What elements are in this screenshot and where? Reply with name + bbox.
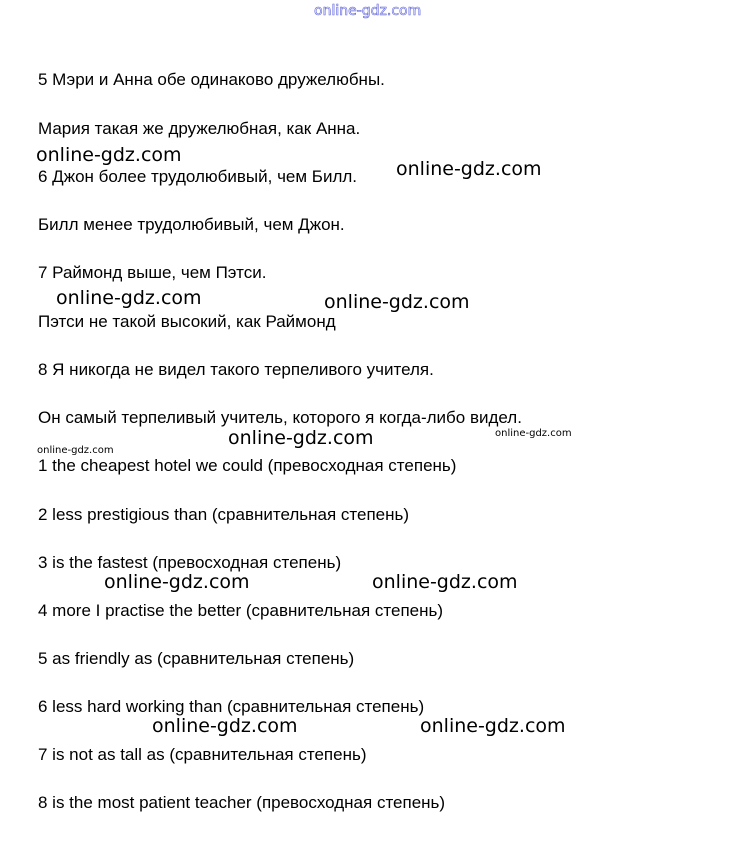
watermark: online-gdz.com [372, 571, 518, 593]
answer-line: 8 is the most patient teacher (превосходная степень) [38, 793, 446, 812]
answer-line: 2 less prestigious than (сравнительная степень) [38, 505, 410, 524]
answer-line: 7 is not as tall as (сравнительная степень) [38, 745, 367, 764]
watermark: online-gdz.com [420, 715, 566, 737]
watermark: online-gdz.com [104, 571, 250, 593]
answer-line: Мария такая же дружелюбная, как Анна. [38, 119, 361, 138]
answer-line: 1 the cheapest hotel we could (превосходная степень) [38, 456, 457, 475]
watermark: online-gdz.com [152, 715, 298, 737]
watermark: online-gdz.com [56, 287, 202, 309]
answer-line: 8 Я никогда не видел такого терпеливого учителя. [38, 360, 434, 379]
watermark: online-gdz.com [324, 291, 470, 313]
answer-line: 5 as friendly as (сравнительная степень) [38, 649, 355, 668]
watermark-top: online-gdz.com [314, 3, 422, 19]
watermark: online-gdz.com [396, 158, 542, 180]
watermark: online-gdz.com [37, 445, 114, 456]
answer-line: Пэтси не такой высокий, как Раймонд [38, 312, 336, 331]
answer-line: Он самый терпеливый учитель, которого я когда-либо видел. [38, 408, 522, 427]
answer-line: 3 is the fastest (превосходная степень) [38, 553, 342, 572]
answer-line: 6 Джон более трудолюбивый, чем Билл. [38, 167, 358, 186]
watermark: online-gdz.com [495, 428, 572, 439]
answer-line: 4 more I practise the better (сравнительная степень) [38, 601, 444, 620]
answer-line: 5 Мэри и Анна обе одинаково дружелюбны. [38, 70, 385, 89]
watermark: online-gdz.com [36, 144, 182, 166]
answer-line: 6 less hard working than (сравнительная степень) [38, 697, 425, 716]
watermark: online-gdz.com [228, 427, 374, 449]
answer-line: 7 Раймонд выше, чем Пэтси. [38, 263, 267, 282]
answer-line: Билл менее трудолюбивый, чем Джон. [38, 215, 345, 234]
